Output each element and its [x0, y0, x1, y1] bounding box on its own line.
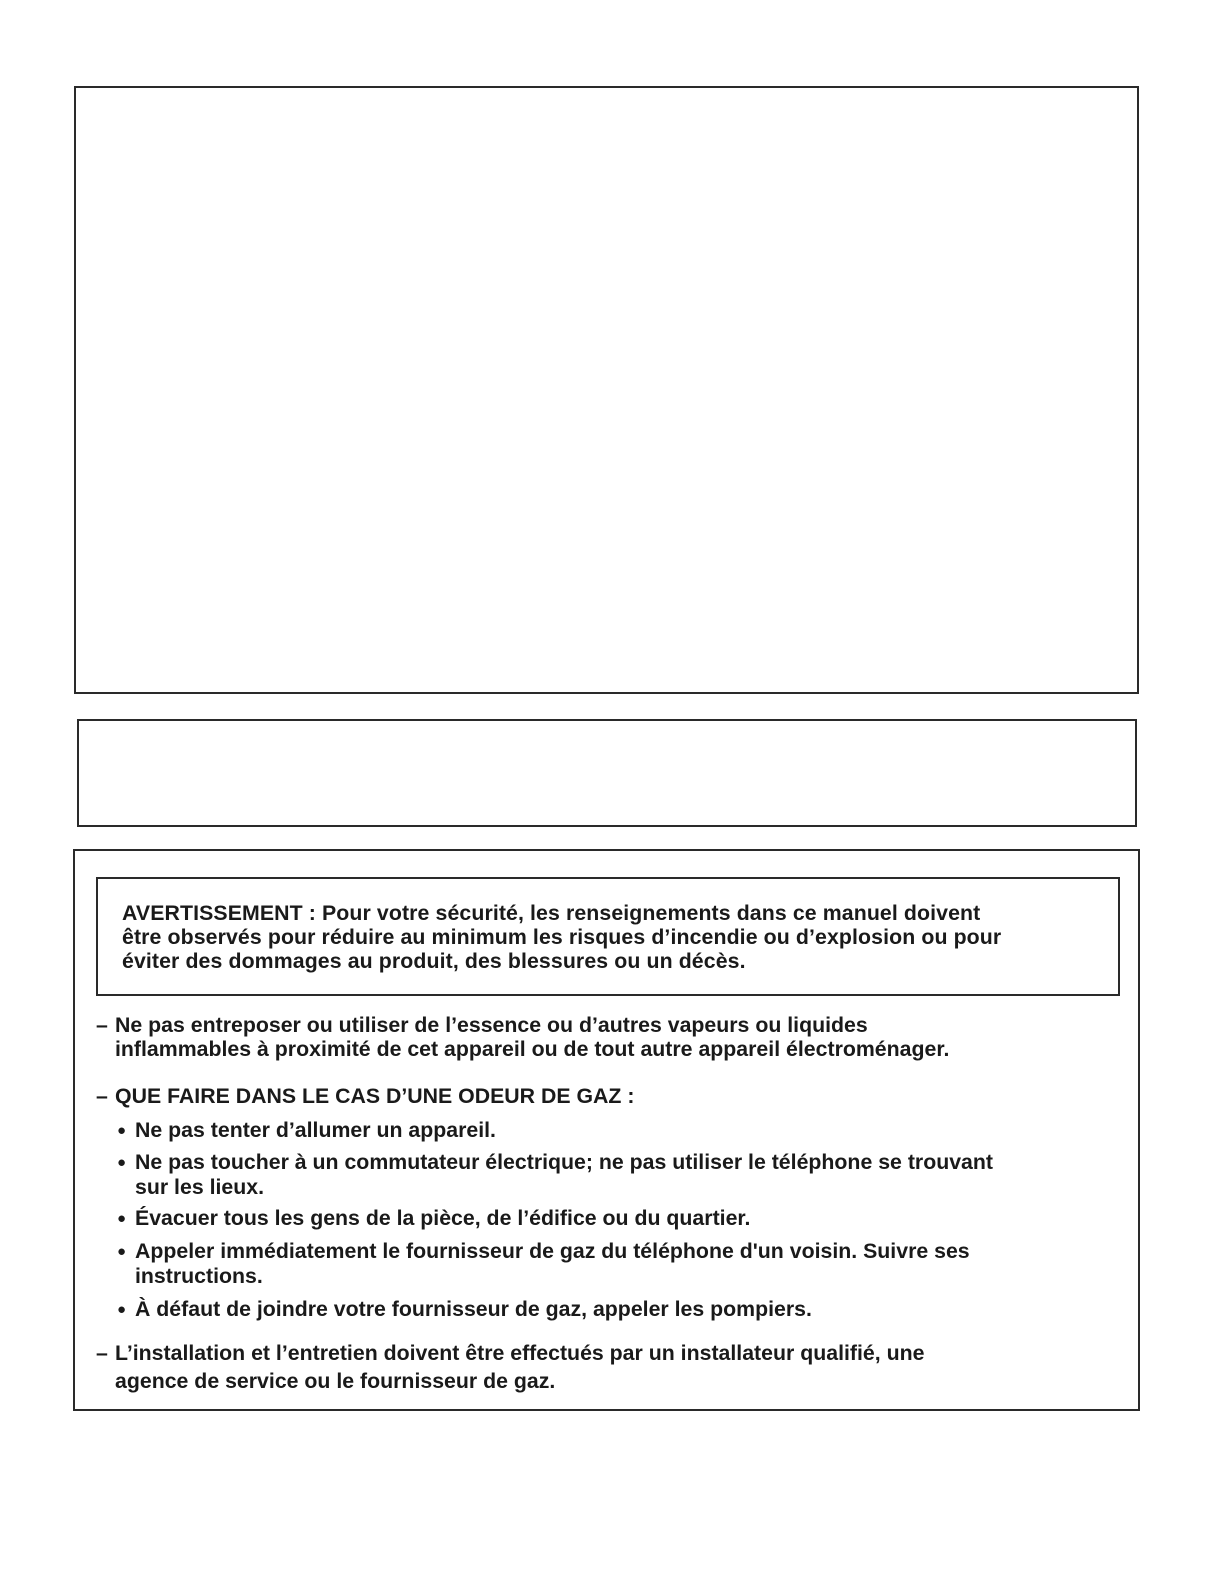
bullet-line-1: Ne pas tenter d’allumer un appareil. — [135, 1118, 496, 1142]
bullet-item — [117, 1150, 993, 1199]
warning-line-3: éviter des dommages au produit, des blessures ou un décès. — [122, 949, 746, 973]
bullet-item — [117, 1239, 970, 1288]
bullet-line-2: instructions. — [135, 1264, 263, 1288]
dash-marker: – — [96, 1013, 108, 1037]
middle-empty-box — [77, 719, 1137, 827]
warning-callout — [96, 877, 1120, 996]
gas-smell-heading-text: QUE FAIRE DANS LE CAS D’UNE ODEUR DE GAZ : — [115, 1084, 635, 1108]
dash-marker: – — [96, 1341, 108, 1365]
storage-line-1: Ne pas entreposer ou utiliser de l’essence ou d’autres vapeurs ou liquides — [115, 1013, 868, 1037]
bullet-item — [117, 1297, 812, 1322]
installation-line-1: L’installation et l’entretien doivent être effectués par un installateur qualifié, une — [115, 1341, 925, 1365]
bullet-icon: ● — [117, 1154, 127, 1171]
bullet-line-2: sur les lieux. — [135, 1175, 265, 1199]
bullet-icon: ● — [117, 1301, 127, 1318]
gas-warning-box — [73, 849, 1140, 1411]
gas-smell-heading — [96, 1084, 634, 1108]
warning-line-2: être observés pour réduire au minimum les risques d’incendie ou d’explosion ou pour — [122, 925, 1002, 949]
bullet-item — [117, 1118, 496, 1143]
storage-line-2: inflammables à proximité de cet appareil ou de tout autre appareil électroménager. — [115, 1037, 950, 1061]
bullet-icon: ● — [117, 1210, 127, 1227]
installation-instruction — [96, 1339, 924, 1395]
bullet-icon: ● — [117, 1122, 127, 1139]
bullet-line-1: À défaut de joindre votre fournisseur de gaz, appeler les pompiers. — [135, 1297, 812, 1321]
bullet-line-1: Appeler immédiatement le fournisseur de gaz du téléphone d'un voisin. Suivre ses — [135, 1239, 970, 1263]
top-empty-box — [74, 86, 1139, 694]
bullet-icon: ● — [117, 1243, 127, 1260]
installation-line-2: agence de service ou le fournisseur de gaz. — [115, 1369, 556, 1393]
dash-marker: – — [96, 1084, 108, 1108]
storage-instruction — [96, 1013, 949, 1061]
warning-line-1: AVERTISSEMENT : Pour votre sécurité, les renseignements dans ce manuel doivent — [122, 901, 981, 925]
bullet-line-1: Ne pas toucher à un commutateur électrique; ne pas utiliser le téléphone se trouvant — [135, 1150, 994, 1174]
bullet-line-1: Évacuer tous les gens de la pièce, de l’édifice ou du quartier. — [135, 1206, 751, 1230]
warning-paragraph — [122, 901, 1094, 973]
bullet-item — [117, 1206, 750, 1231]
